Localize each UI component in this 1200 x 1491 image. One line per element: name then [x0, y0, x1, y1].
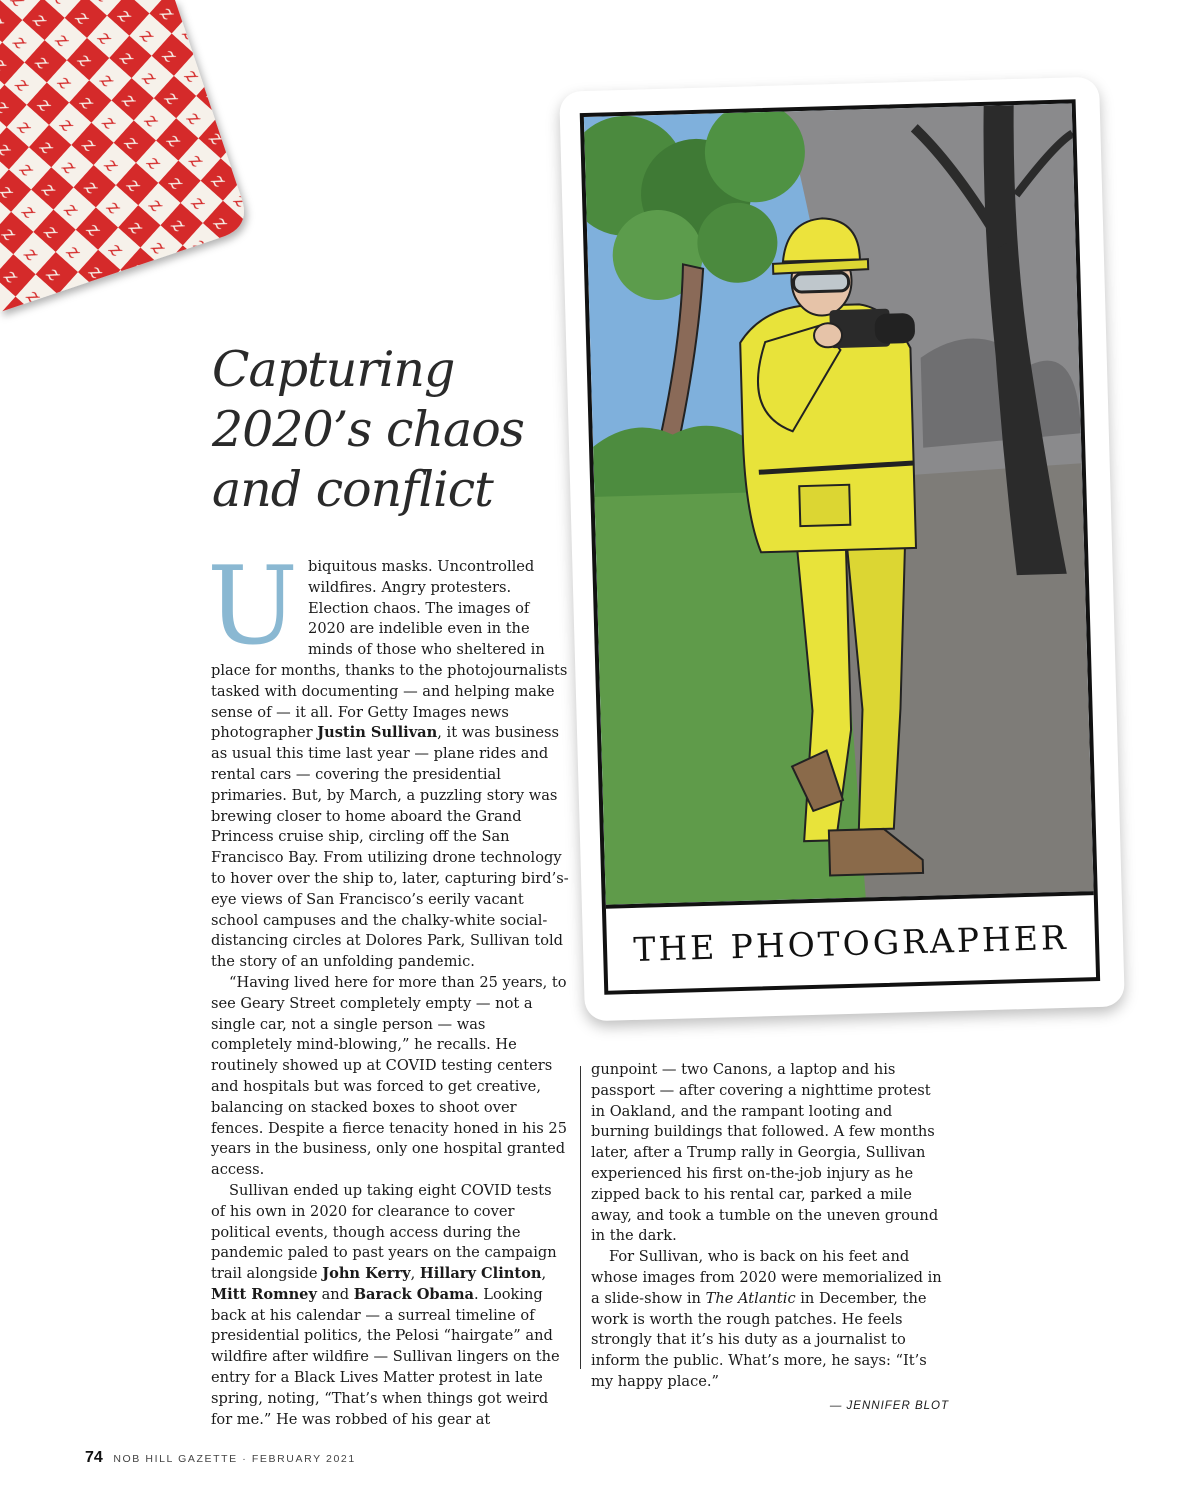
page-number: 74	[85, 1449, 103, 1466]
photographer-illustration	[584, 103, 1094, 904]
bold-name: Hillary Clinton	[419, 1265, 542, 1283]
bold-name: Barack Obama	[353, 1285, 474, 1303]
text-run: in December, the work is worth the rough patches. He feels strongly that it’s his duty as a journalist to inform the public. What’s more, he says: “It’s my happy place.”	[591, 1289, 927, 1390]
headline-line-1: Capturing	[212, 341, 455, 398]
footer-separator: ·	[242, 1453, 248, 1465]
card-frame	[580, 99, 1100, 995]
article-column-left	[207, 544, 569, 1430]
bold-name: Mitt Romney	[211, 1285, 317, 1303]
text-run: Sullivan ended up taking eight COVID tests of his own in 2020 for clearance to cover political events, though access during the pandemic paled to past years on the campaign trail alongside	[211, 1181, 557, 1283]
byline: — JENNIFER BLOT	[829, 1399, 949, 1412]
article-column-right	[591, 1060, 949, 1417]
paragraph-3	[211, 1181, 569, 1431]
checkered-card-decoration	[0, 0, 260, 340]
issue-date: FEBRUARY 2021	[251, 1453, 356, 1465]
text-run: biquitous masks. Uncontrolled wildfires. Angry protesters. Election chaos. The images of 2020 are indelible even in the minds of those who sheltered in place for months, thanks to the photojournalists tasked with documenting — and helping make sense of — it all. For Getty Images news photographer	[211, 558, 568, 742]
bold-name: John Kerry	[322, 1265, 411, 1283]
paragraph-2: “Having lived here for more than 25 years, to see Geary Street completely empty — not a single car, not a single person — was completely mind-blowing,” he recalls. He routinely showed up at COVID testing centers and hospitals but was forced to get creative, balancing on stacked boxes to shoot over fences. Despite a fierce tenacity honed in his 25 years in the business, only one hospital granted access.	[211, 973, 567, 1179]
headline-line-2: 2020’s chaos	[212, 401, 524, 458]
text-run: For Sullivan, who is back on his feet and whose images from 2020 were memorialized in a slide-show in	[591, 1248, 942, 1307]
photographer-card	[559, 77, 1125, 1022]
publication-name: NOB HILL GAZETTE	[113, 1453, 238, 1465]
headline-line-3: and conflict	[212, 461, 493, 518]
column-divider	[580, 1066, 581, 1369]
article-headline	[212, 340, 552, 520]
bold-name: Justin Sullivan	[317, 724, 438, 742]
italic-title: The Atlantic	[705, 1289, 796, 1307]
page-footer	[85, 1449, 356, 1467]
text-run: . Looking back at his calendar — a surreal timeline of presidential politics, the Pelosi “hairgate” and wildfire after wildfire — Sullivan lingers on the entry for a Black Lives Matter protest in late spring, noting, “That’s when things got weird for me.” He was robbed of his gear at	[211, 1285, 560, 1428]
text-run: ,	[410, 1265, 420, 1283]
text-run: and	[316, 1285, 354, 1303]
card-caption: THE PHOTOGRAPHER	[606, 891, 1096, 991]
drop-cap: U	[207, 544, 299, 669]
text-run: ,	[541, 1265, 547, 1283]
text-run: , it was business as usual this time last year — plane rides and rental cars — covering the presidential primaries. But, by March, a puzzling story was brewing closer to home aboard the Grand Princess cruise ship, circling off the San Francisco Bay. From utilizing drone technology to hover over the ship to, later, capturing bird’s-eye views of San Francisco’s eerily vacant school campuses and the chalky-white social-distancing circles at Dolores Park, Sullivan told the story of an unfolding pandemic.	[211, 724, 569, 971]
paragraph-1	[207, 544, 569, 973]
paragraph-3-continued: gunpoint — two Canons, a laptop and his passport — after covering a nighttime protest in Oakland, and the rampant looting and burning buildings that followed. A few months later, after a Trump rally in Georgia, Sullivan experienced his first on-the-job injury as he zipped back to his rental car, parked a mile away, and took a tumble on the uneven ground in the dark.	[591, 1061, 939, 1245]
paragraph-4	[591, 1247, 949, 1393]
